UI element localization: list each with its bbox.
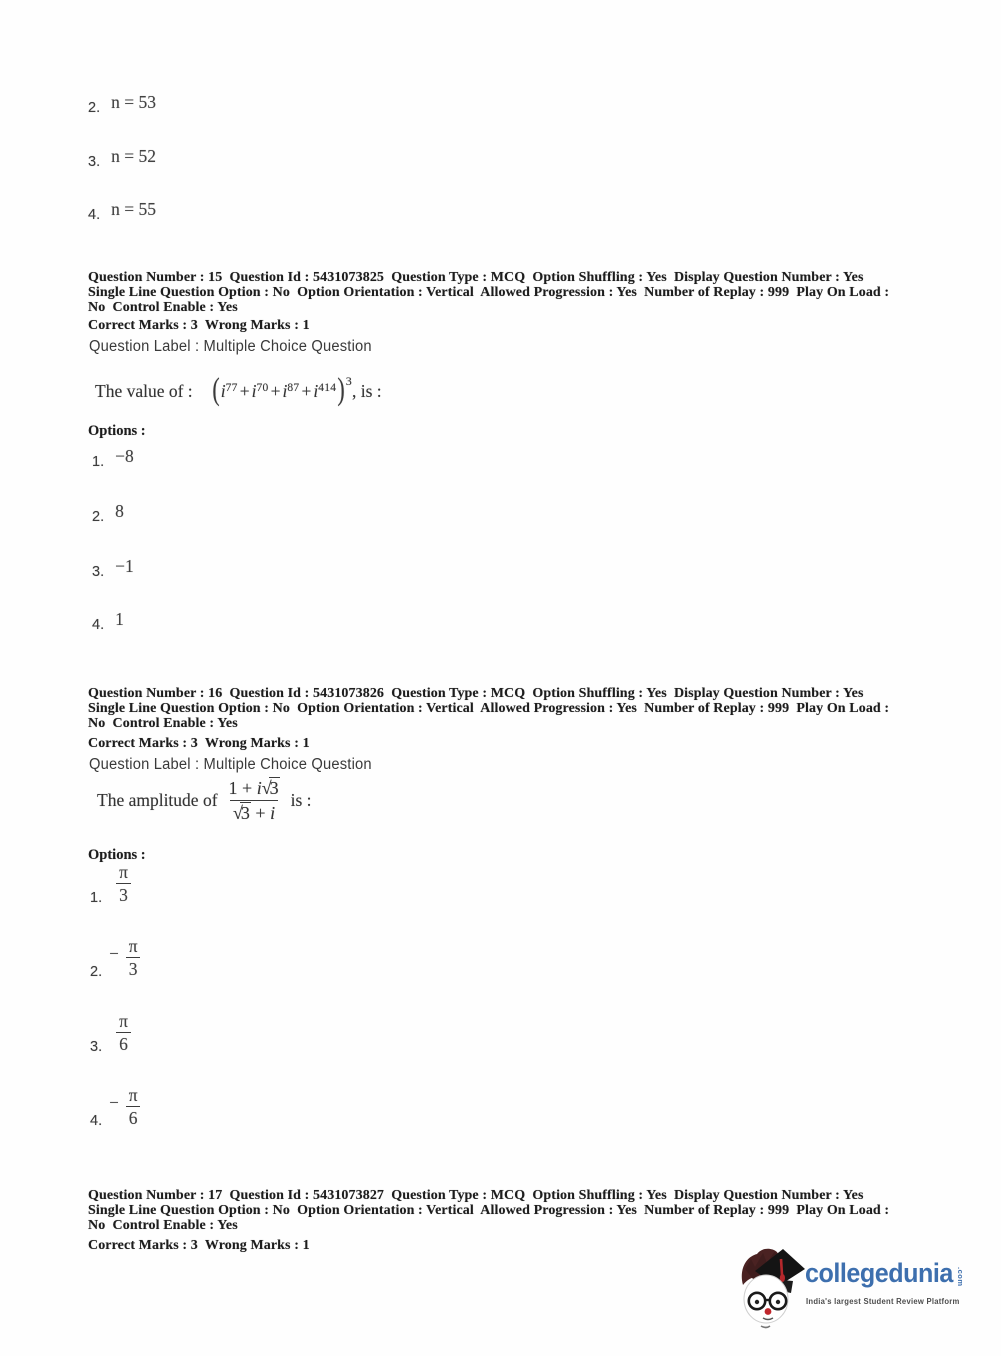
radicand: 3 [240,803,250,823]
question-16-text [97,779,312,823]
question-16-option-3 [90,1013,131,1053]
option-number: 2. [90,963,103,980]
minus-sign: − [109,943,119,963]
fraction-numerator: π [128,936,138,956]
option-number: 3. [92,564,105,580]
question-17-meta-line-1: Question Number : 17 Question Id : 5431073827 Question Type : MCQ Option Shuffling : Yes Display Question Number : Yes [88,1188,864,1203]
question-17-metadata [88,1188,889,1233]
exponent-2: 70 [256,382,269,394]
question-16-label: Question Label : Multiple Choice Question [89,756,372,773]
fraction [126,938,141,978]
imaginary-i: i [282,381,288,401]
fraction-numerator: π [119,1011,128,1031]
prev-question-option-2 [88,92,156,116]
question-16-prefix: The amplitude of [97,790,218,811]
option-value: n = 52 [111,146,156,166]
question-16-option-1 [90,864,131,904]
question-17-meta-line-2: Single Line Question Option : No Option Orientation : Vertical Allowed Progression : Yes Number of Replay : 999 Play On Load : [88,1203,890,1218]
radical-sign: √ [261,778,271,798]
question-16-meta-line-1: Question Number : 16 Question Id : 5431073826 Question Type : MCQ Option Shuffling : Yes Display Question Number : Yes [88,686,864,701]
imaginary-i: i [270,803,276,823]
question-15-suffix: , is : [352,381,382,401]
question-16-option-2 [90,938,141,978]
question-16-marks: Correct Marks : 3 Wrong Marks : 1 [88,736,310,751]
question-15-text [95,370,382,407]
logo-domain-suffix: .com [956,1267,965,1287]
question-15-label: Question Label : Multiple Choice Question [89,338,372,355]
question-15-option-4 [92,609,124,633]
plus-sign: + [239,381,250,401]
fraction-denominator: 3 [126,957,141,978]
fraction [126,1087,141,1127]
radical-sign: √ [233,803,242,823]
option-number: 4. [90,1112,103,1129]
fraction [226,779,283,823]
option-value: 8 [115,501,124,521]
fraction [116,1013,131,1053]
logo-tagline: India's largest Student Review Platform [806,1296,960,1306]
question-15-options-title: Options : [88,423,146,439]
imaginary-i: i [313,381,319,401]
question-15-meta-line-2: Single Line Question Option : No Option Orientation : Vertical Allowed Progression : Yes Number of Replay : 999 Play On Load : [88,285,890,300]
option-value: n = 53 [111,92,156,112]
option-value: 1 [115,609,124,629]
prev-question-option-4 [88,199,156,223]
minus-sign: − [109,1092,119,1112]
question-15-meta-line-1: Question Number : 15 Question Id : 5431073825 Question Type : MCQ Option Shuffling : Yes Display Question Number : Yes [88,270,864,285]
option-number: 3. [90,1038,103,1055]
option-number: 2. [88,100,101,116]
option-value: n = 55 [111,199,156,219]
fraction [116,864,131,904]
question-17-marks: Correct Marks : 3 Wrong Marks : 1 [88,1238,310,1253]
imaginary-i: i [220,381,226,401]
exponent-3: 87 [287,382,300,394]
question-15-marks: Correct Marks : 3 Wrong Marks : 1 [88,318,310,333]
question-15-option-3 [92,556,134,580]
question-17-meta-line-3: No Control Enable : Yes [88,1218,238,1233]
option-number: 1. [92,454,105,470]
fraction-denominator: 6 [116,1032,131,1053]
left-paren: ( [212,370,220,407]
exponent-4: 414 [318,382,337,394]
collegedunia-logo [737,1245,977,1333]
option-number: 2. [92,509,105,525]
question-15-option-2 [92,501,124,525]
fraction-numerator: π [128,1085,138,1105]
option-value: −8 [115,446,134,466]
imaginary-i: i [256,778,262,798]
plus-sign: + [270,381,281,401]
question-16-suffix: is : [290,790,312,811]
collegedunia-mascot-icon [737,1245,805,1330]
option-number: 1. [90,889,103,906]
fraction-denominator: √3 + i [230,800,278,823]
option-number: 4. [88,207,101,223]
plus-sign: + [301,381,312,401]
question-15-meta-line-3: No Control Enable : Yes [88,300,238,315]
question-16-meta-line-2: Single Line Question Option : No Option Orientation : Vertical Allowed Progression : Yes Number of Replay : 999 Play On Load : [88,701,890,716]
question-16-meta-line-3: No Control Enable : Yes [88,716,238,731]
question-15-option-1 [92,446,134,470]
question-16-options-title: Options : [88,847,146,863]
option-number: 3. [88,154,101,170]
prev-question-option-3 [88,146,156,170]
radicand: 3 [269,778,279,798]
question-15-metadata [88,270,889,315]
fraction-numerator: π [119,862,128,882]
collegedunia-wordmark: collegedunia [805,1258,953,1288]
question-16-metadata [88,686,889,731]
imaginary-i: i [251,381,257,401]
fraction-denominator: 6 [126,1106,141,1127]
exponent-1: 77 [225,382,238,394]
option-number: 4. [92,617,105,633]
outer-power: 3 [345,374,352,388]
option-value: −1 [115,556,134,576]
question-15-prefix: The value of : [95,381,193,401]
fraction-numerator: 1 + i√3 [228,778,279,798]
fraction-denominator: 3 [116,883,131,904]
right-paren: ) [337,370,345,407]
question-16-option-4 [90,1087,141,1127]
